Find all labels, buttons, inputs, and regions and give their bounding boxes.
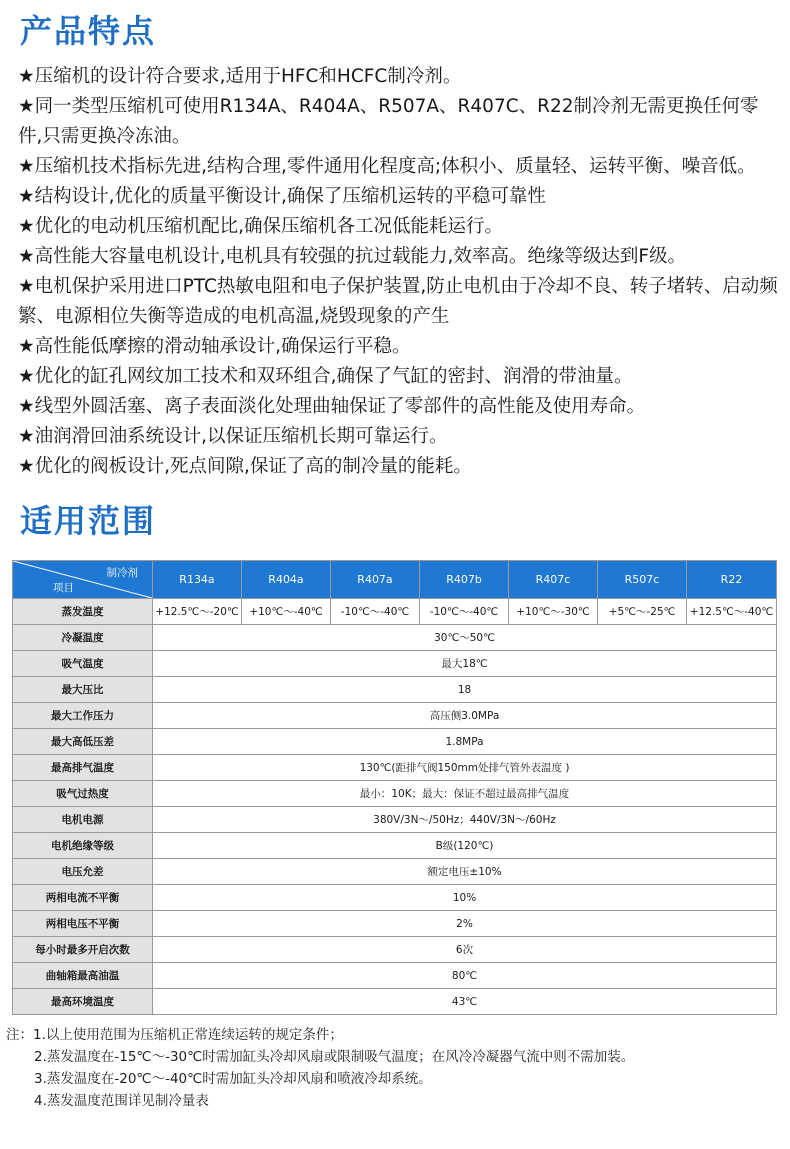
row-value: 高压侧3.0MPa (153, 703, 777, 729)
feature-item: ★压缩机技术指标先进,结构合理,零件通用化程度高;体积小、质量轻、运转平衡、噪音低。 (18, 156, 756, 177)
table-row (13, 859, 777, 885)
row-label: 最高排气温度 (13, 755, 153, 781)
row-label: 两相电流不平衡 (13, 885, 153, 911)
row-value: 18 (153, 677, 777, 703)
refrigerant-header: R22 (687, 561, 777, 599)
table-row (13, 989, 777, 1015)
feature-item: ★压缩机的设计符合要求,适用于HFC和HCFC制冷剂。 (18, 66, 462, 87)
row-label: 电机电源 (13, 807, 153, 833)
note-line: 注：1.以上使用范围为压缩机正常连续运转的规定条件； (6, 1027, 343, 1043)
evaporation-cell: +5℃～-25℃ (598, 599, 687, 625)
evaporation-cell: +12.5℃～-20℃ (153, 599, 242, 625)
table-row (13, 781, 777, 807)
row-label: 电机绝缘等级 (13, 833, 153, 859)
corner-label-item: 项目 (53, 582, 74, 594)
row-label: 最大压比 (13, 677, 153, 703)
row-value: 43℃ (153, 989, 777, 1015)
table-row (13, 755, 777, 781)
refrigerant-header: R407b (420, 561, 509, 599)
row-value: 30℃～50℃ (153, 625, 777, 651)
row-value: 80℃ (153, 963, 777, 989)
table-row (13, 599, 777, 625)
feature-item: ★同一类型压缩机可使用R134A、R404A、R507A、R407C、R22制冷剂无需更换任何零件,只需更换冷冻油。 (18, 96, 759, 147)
table-row (13, 651, 777, 677)
row-label: 曲轴箱最高油温 (13, 963, 153, 989)
refrigerant-header: R404a (242, 561, 331, 599)
row-value: 380V/3N～/50Hz；440V/3N～/60Hz (153, 807, 777, 833)
evaporation-cell: -10℃～-40℃ (420, 599, 509, 625)
row-label: 最大高低压差 (13, 729, 153, 755)
section-title-features: 产品特点 (20, 12, 157, 50)
row-label: 吸气过热度 (13, 781, 153, 807)
table-row (13, 885, 777, 911)
row-label: 最高环境温度 (13, 989, 153, 1015)
evaporation-cell: +10℃～-30℃ (509, 599, 598, 625)
evaporation-cell: -10℃～-40℃ (331, 599, 420, 625)
refrigerant-header: R407a (331, 561, 420, 599)
row-value: 2% (153, 911, 777, 937)
row-value: 额定电压±10% (153, 859, 777, 885)
table-row (13, 729, 777, 755)
row-label: 电压允差 (13, 859, 153, 885)
table-row (13, 625, 777, 651)
table-corner-cell (13, 561, 153, 599)
row-value: 1.8MPa (153, 729, 777, 755)
table-row (13, 833, 777, 859)
feature-item: ★优化的电动机压缩机配比,确保压缩机各工况低能耗运行。 (18, 216, 503, 237)
note-line: 2.蒸发温度在-15℃～-30℃时需加缸头冷却风扇或限制吸气温度；在风冷冷凝器气流中则不需加装。 (34, 1049, 635, 1065)
table-row (13, 911, 777, 937)
row-value: 10% (153, 885, 777, 911)
row-label: 每小时最多开启次数 (13, 937, 153, 963)
table-row (13, 963, 777, 989)
spec-table (12, 560, 777, 1015)
row-value: 最大18℃ (153, 651, 777, 677)
row-label: 吸气温度 (13, 651, 153, 677)
row-value: 6次 (153, 937, 777, 963)
row-label: 冷凝温度 (13, 625, 153, 651)
row-label: 最大工作压力 (13, 703, 153, 729)
row-value: 130℃(距排气阀150mm处排气管外表温度 ) (153, 755, 777, 781)
evaporation-cell: +10℃～-40℃ (242, 599, 331, 625)
table-row (13, 677, 777, 703)
feature-item: ★优化的缸孔网纹加工技术和双环组合,确保了气缸的密封、润滑的带油量。 (18, 366, 633, 387)
refrigerant-header: R407c (509, 561, 598, 599)
feature-item: ★结构设计,优化的质量平衡设计,确保了压缩机运转的平稳可靠性 (18, 186, 546, 207)
table-row (13, 807, 777, 833)
table-row (13, 937, 777, 963)
section-title-scope: 适用范围 (20, 502, 157, 540)
row-value: B级(120℃) (153, 833, 777, 859)
row-label: 两相电压不平衡 (13, 911, 153, 937)
table-header-row (13, 561, 777, 599)
row-value: 最小：10K；最大：保证不超过最高排气温度 (153, 781, 777, 807)
row-label: 蒸发温度 (13, 599, 153, 625)
note-line: 4.蒸发温度范围详见制冷量表 (34, 1093, 209, 1109)
note-line: 3.蒸发温度在-20℃～-40℃时需加缸头冷却风扇和喷液冷却系统。 (34, 1071, 432, 1087)
feature-item: ★油润滑回油系统设计,以保证压缩机长期可靠运行。 (18, 426, 448, 447)
feature-list (18, 62, 778, 482)
notes (6, 1024, 786, 1112)
corner-label-refrigerant: 制冷剂 (106, 567, 138, 579)
feature-item: ★线型外圆活塞、离子表面淡化处理曲轴保证了零部件的高性能及使用寿命。 (18, 396, 646, 417)
table-row (13, 703, 777, 729)
refrigerant-header: R507c (598, 561, 687, 599)
feature-item: ★高性能大容量电机设计,电机具有较强的抗过载能力,效率高。绝缘等级达到F级。 (18, 246, 686, 267)
evaporation-cell: +12.5℃～-40℃ (687, 599, 777, 625)
feature-item: ★优化的阀板设计,死点间隙,保证了高的制冷量的能耗。 (18, 456, 472, 477)
feature-item: ★高性能低摩擦的滑动轴承设计,确保运行平稳。 (18, 336, 411, 357)
refrigerant-header: R134a (153, 561, 242, 599)
feature-item: ★电机保护采用进口PTC热敏电阻和电子保护装置,防止电机由于冷却不良、转子堵转、启动频繁、电源相位失衡等造成的电机高温,烧毁现象的产生 (18, 276, 778, 327)
